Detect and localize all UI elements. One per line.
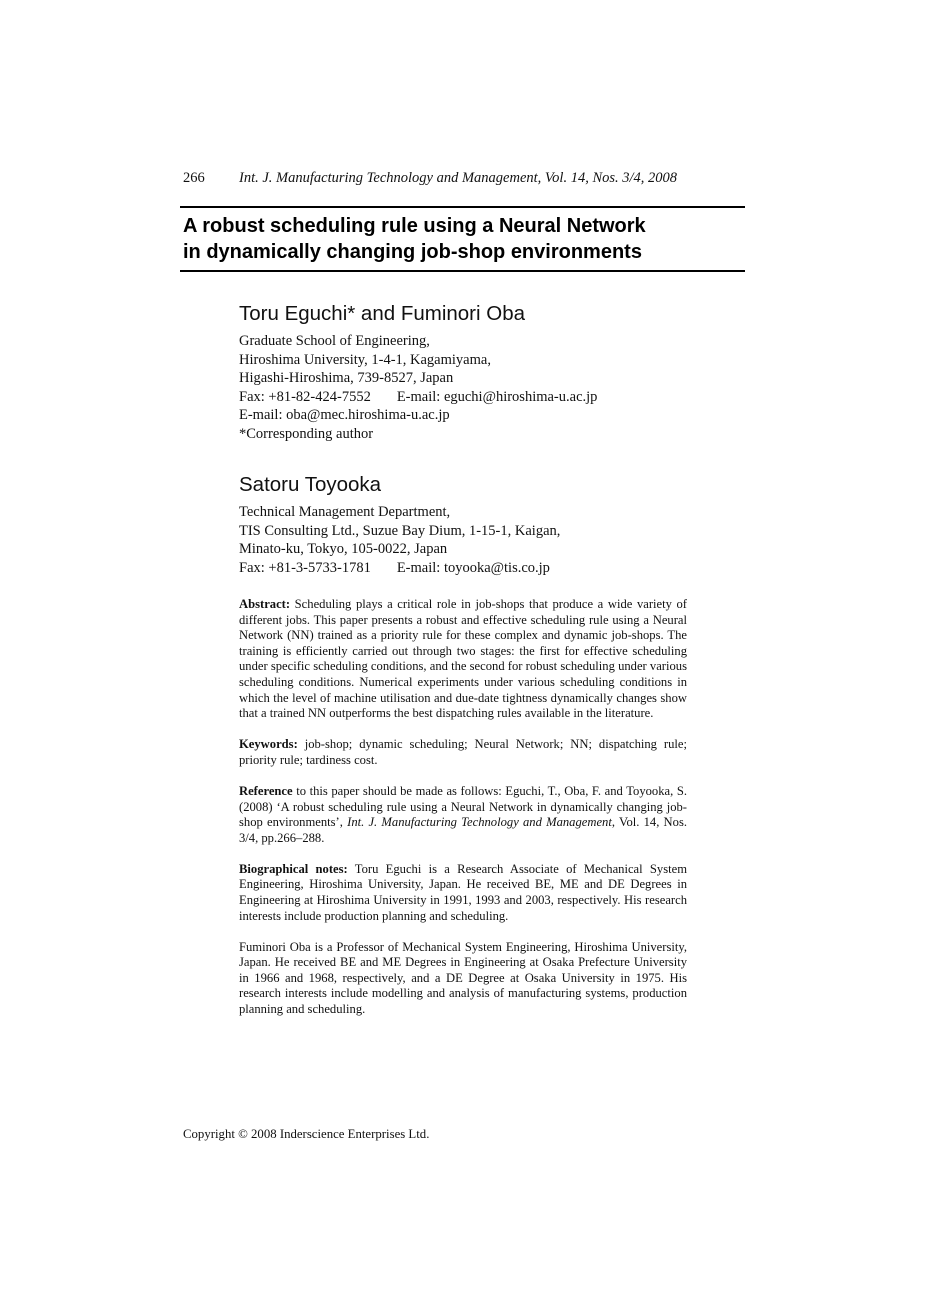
email-address: E-mail: oba@mec.hiroshima-u.ac.jp <box>239 407 450 423</box>
biographical-notes <box>239 862 687 924</box>
title-bottom-rule <box>180 270 745 272</box>
running-head <box>183 170 677 187</box>
affiliation-line: Minato-ku, Tokyo, 105-0022, Japan <box>239 541 448 557</box>
affiliation-line: Graduate School of Engineering, <box>239 333 430 349</box>
author-names: Toru Eguchi* and Fuminori Oba <box>239 302 526 325</box>
abstract <box>239 597 687 722</box>
title-line-1: A robust scheduling rule using a Neural Network <box>183 215 646 237</box>
contact-line <box>239 388 699 407</box>
title-line-2: in dynamically changing job-shop environments <box>183 241 642 263</box>
affiliation-line: Higashi-Hiroshima, 739-8527, Japan <box>239 370 454 386</box>
bio-oba: Fuminori Oba is a Professor of Mechanical System Engineering, Hiroshima University, Japan. He received BE and ME Degrees in Engineering at Osaka Prefecture University in 1966 and 1968, respectively, and a DE Degree at Osaka University in 1975. His research interests include modelling and analysis of manufacturing systems, production planning and scheduling. <box>239 939 687 1017</box>
reference-journal: Int. J. Manufacturing Technology and Management <box>347 815 612 830</box>
affiliation <box>239 332 699 443</box>
contact-line <box>239 559 699 578</box>
bio-label: Biographical notes: <box>239 861 348 876</box>
author-group-1 <box>239 302 699 443</box>
affiliation-line: Technical Management Department, <box>239 504 451 520</box>
email-address: E-mail: toyooka@tis.co.jp <box>396 559 550 576</box>
corresponding-author-note: *Corresponding author <box>239 425 374 442</box>
affiliation-line: TIS Consulting Ltd., Suzue Bay Dium, 1-15-1, Kaigan, <box>239 522 561 539</box>
affiliation-line: Hiroshima University, 1-4-1, Kagamiyama, <box>239 351 491 368</box>
paper-title <box>183 213 743 265</box>
abstract-label: Abstract: <box>239 597 291 611</box>
email-address: E-mail: eguchi@hiroshima-u.ac.jp <box>396 388 598 405</box>
fax-number: Fax: +81-82-424-7552 <box>239 388 371 405</box>
reference-label: Reference <box>239 783 293 798</box>
bio-eguchi: Toru Eguchi is a Research Associate of Mechanical System Engineering, Hiroshima University, Japan. He received BE, ME and DE Degrees in Engineering at Hiroshima University in 1991, 1993 and 2003, respectively. His research interests include production planning and scheduling. <box>239 861 688 923</box>
reference-text-end: , Vol. 14, Nos. 3/4, pp.266–288. <box>239 815 687 845</box>
page-number: 266 <box>183 170 205 186</box>
affiliation <box>239 503 699 577</box>
author-group-2 <box>239 473 699 577</box>
journal-citation: Int. J. Manufacturing Technology and Management, Vol. 14, Nos. 3/4, 2008 <box>239 170 678 186</box>
keywords-text: job-shop; dynamic scheduling; Neural Network; NN; dispatching rule; priority rule; tardiness cost. <box>239 737 687 767</box>
keywords-label: Keywords: <box>239 737 298 752</box>
fax-number: Fax: +81-3-5733-1781 <box>239 559 371 576</box>
reference <box>239 784 687 846</box>
author-names: Satoru Toyooka <box>239 473 382 496</box>
keywords <box>239 737 687 768</box>
front-matter-body <box>239 597 687 1033</box>
abstract-text: Scheduling plays a critical role in job-shops that produce a wide variety of different jobs. This paper presents a robust and effective scheduling rule using a Neural Network (NN) trained as a priority rule for these complex and dynamic job-shops. The training is efficiently carried out through two stages: the first for effective scheduling under specific scheduling conditions, and the second for robust scheduling under various scheduling conditions. Numerical experiments under various scheduling conditions in which the level of machine utilisation and due-date tightness dynamically changes show that a trained NN outperforms the best dispatching rules available in the literature. <box>239 597 687 721</box>
reference-text: to this paper should be made as follows: Eguchi, T., Oba, F. and Toyooka, S. (2008) ‘A robust scheduling rule using a Neural Network in dynamically changing job-shop environments’, <box>239 783 687 830</box>
copyright-notice: Copyright © 2008 Inderscience Enterprises Ltd. <box>183 1127 430 1141</box>
title-top-rule <box>180 206 745 208</box>
